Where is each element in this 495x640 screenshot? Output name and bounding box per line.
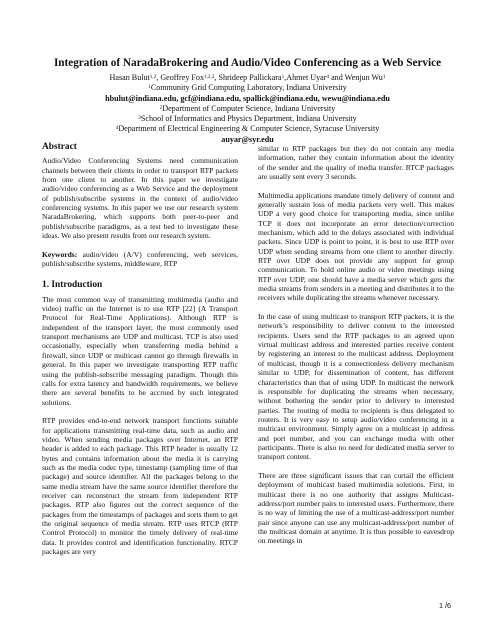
author-name: Wenjun Wu: [344, 73, 383, 82]
affiliation-line: [0, 124, 495, 134]
author-affiliation-marker: 1,2: [149, 74, 157, 80]
keywords: [42, 250, 238, 269]
author-affiliation-marker: 1: [281, 74, 285, 80]
author-separator: and: [329, 73, 345, 82]
author-block: [0, 73, 495, 145]
body-paragraph: Multimedia applications mandate timely delivery of content and generally sustain loss of media packets very well. This makes UDP a very good choice for transporting media, since unlike TCP it does not incorporate an error detection/correction mechanism, which add to the delays associated with individual packets. Since UDP is point to point, it is best to use RTP over UDP when sending streams from one client to another directly. RTP over UDP does not provide any support for group communication. To hold online audio or video meetings using RTP over UDP, one should have a media server which gets the media streams from senders in a meeting and distributes it to the receivers while duplicating the streams whenever necessary.: [258, 190, 454, 303]
affiliation-text: hbulut@indiana.edu, gcf@indiana.edu, spallick@indiana.edu, wewu@indiana.edu: [105, 93, 390, 103]
page-number: 1 /6: [439, 601, 451, 610]
intro-paragraph: The most common way of transmitting multimedia (audio and video) traffic on the Internet is to use RTP [22] (A Transport Protocol for Real-Time Applications). Although RTP is independent of the transport layer, the most commonly used transport mechanisms are UDP and multicast. TCP is also used occasionally, especially when transferring media behind a firewall, since UDP or multicast cannot go through firewalls in general. In this paper we investigate transporting RTP traffic using the publish-subscribe messaging paradigm. Though this calls for extra latency and bandwidth requirements, we believe there are several benefits to be accrued by such integrated solutions.: [42, 294, 238, 407]
body-paragraph: similar to RTP packages but they do not contain any media information, rather they contain information about the identity of the sender and the quality of media transfer. RTCP packages are usually sent every 3 seconds.: [258, 144, 454, 182]
author-affiliation-marker: 1,2,3: [204, 74, 215, 80]
affiliation-line: [0, 83, 495, 93]
author-name: Geoffrey Fox: [160, 73, 205, 82]
affiliation-marker: 1: [148, 84, 151, 91]
affiliation-text: Community Grid Computing Laboratory, Indiana University: [150, 83, 347, 93]
author-affiliation-marker: 1: [382, 74, 386, 80]
affiliation-marker: 3: [138, 115, 141, 122]
body-paragraph: There are three significant issues that can curtail the efficient deployment of multicast based multimedia solutions. First, in multicast there is no one authority that assigns Multicast-address/port number pairs to interested users. Furthermore, there is no way of limiting the use of a multicast-address/port number pair since anyone can use any multicast-address/port number of the multicast domain at anytime. It is thus possible to eavesdrop on meetings in: [258, 470, 454, 546]
author-separator: ,: [214, 73, 219, 82]
abstract-text: Audio/Video Conferencing Systems need communication channels between their clients in order to transport RTP packets from one client to another. In this paper we investigate audio/video conferencing as a Web Service and the deployment of publish/subscribe systems in the context of audio/video conferencing systems. In this paper we use our research system NaradaBrokering, which supports both peer-to-peer and publish/subscribe paradigms, as a test bed to investigate these ideas. We also present results from our research system.: [42, 156, 238, 241]
keywords-text: audio/video (A/V) conferencing, web services, publish/subscribe systems, middleware, RTP: [42, 249, 238, 269]
body-paragraph: In the case of using multicast to transport RTP packets, it is the network’s responsibility to deliver content to the interested recipients. Users send the RTP packages to an agreed upon virtual multicast address and interested parties receive content by registering an interest to the multicast address. Deployment of multicast, though it is a connectionless delivery mechanism similar to UDP, for dissemination of content, has different characteristics than that of using UDP. In multicast the network is responsible for duplicating the streams when necessary, without bothering the sender prior to delivery to interested parties. The routing of media to recipients is thus delegated to routers. It is very easy to setup audio/video conferencing in a multicast environment. Simply agree on a multicast ip address and port number, and you can exchange media with other participants. There is also no need for dedicated media server to transport content.: [258, 312, 454, 462]
abstract-heading: Abstract: [42, 142, 77, 152]
intro-paragraph: RTP provides end-to-end network transport functions suitable for applications transmitting real-time data, such as audio and video. When sending media packages over Internet, an RTP header is added to each package. This RTP header is usually 12 bytes and contains information about the media it is carrying such as the media codec type, timestamp (sampling time of that package) and source identifier. All the packages belong to the same media stream have the same source identifier therefore the receiver can reconstruct the stream from independent RTP packages. RTP also figures out the correct sequence of the packages from the timestamps of packages and sorts them to get the original sequence of media stream. RTP uses RTCP (RTP Control Protocol) to monitor the timely delivery of real-time data. It provides control and identification functionality. RTCP packages are very: [42, 416, 238, 556]
author-separator: ,: [156, 73, 161, 82]
affiliation-text: auyar@syr.edu: [221, 134, 274, 144]
affiliation-marker: 2: [159, 104, 163, 111]
affiliation-marker: 4: [115, 125, 119, 132]
right-column: [258, 144, 454, 555]
introduction-heading: 1. Introduction: [42, 280, 103, 291]
affiliation-text: Department of Computer Science, Indiana University: [162, 103, 336, 113]
affiliation-text: School of Informatics and Physics Department, Indiana University: [140, 114, 357, 124]
author-name: Hasan Bulut: [109, 73, 150, 82]
affiliation-list: [0, 83, 495, 145]
author-line: [0, 73, 495, 83]
author-emails: [0, 94, 495, 104]
affiliation-line: [0, 104, 495, 114]
author-affiliation-marker: 4: [326, 74, 330, 80]
author-separator: ,: [284, 73, 287, 82]
affiliation-line: [0, 114, 495, 124]
affiliation-text: Department of Electrical Engineering & Computer Science, Syracuse University: [118, 124, 380, 134]
author-name: Ahmet Uyar: [286, 73, 327, 82]
left-column: [42, 143, 238, 566]
keywords-label: Keywords:: [42, 249, 78, 259]
author-name: Shrideep Pallickara: [218, 73, 282, 82]
paper-title: Integration of NaradaBrokering and Audio/Video Conferencing as a Web Service: [53, 57, 442, 69]
